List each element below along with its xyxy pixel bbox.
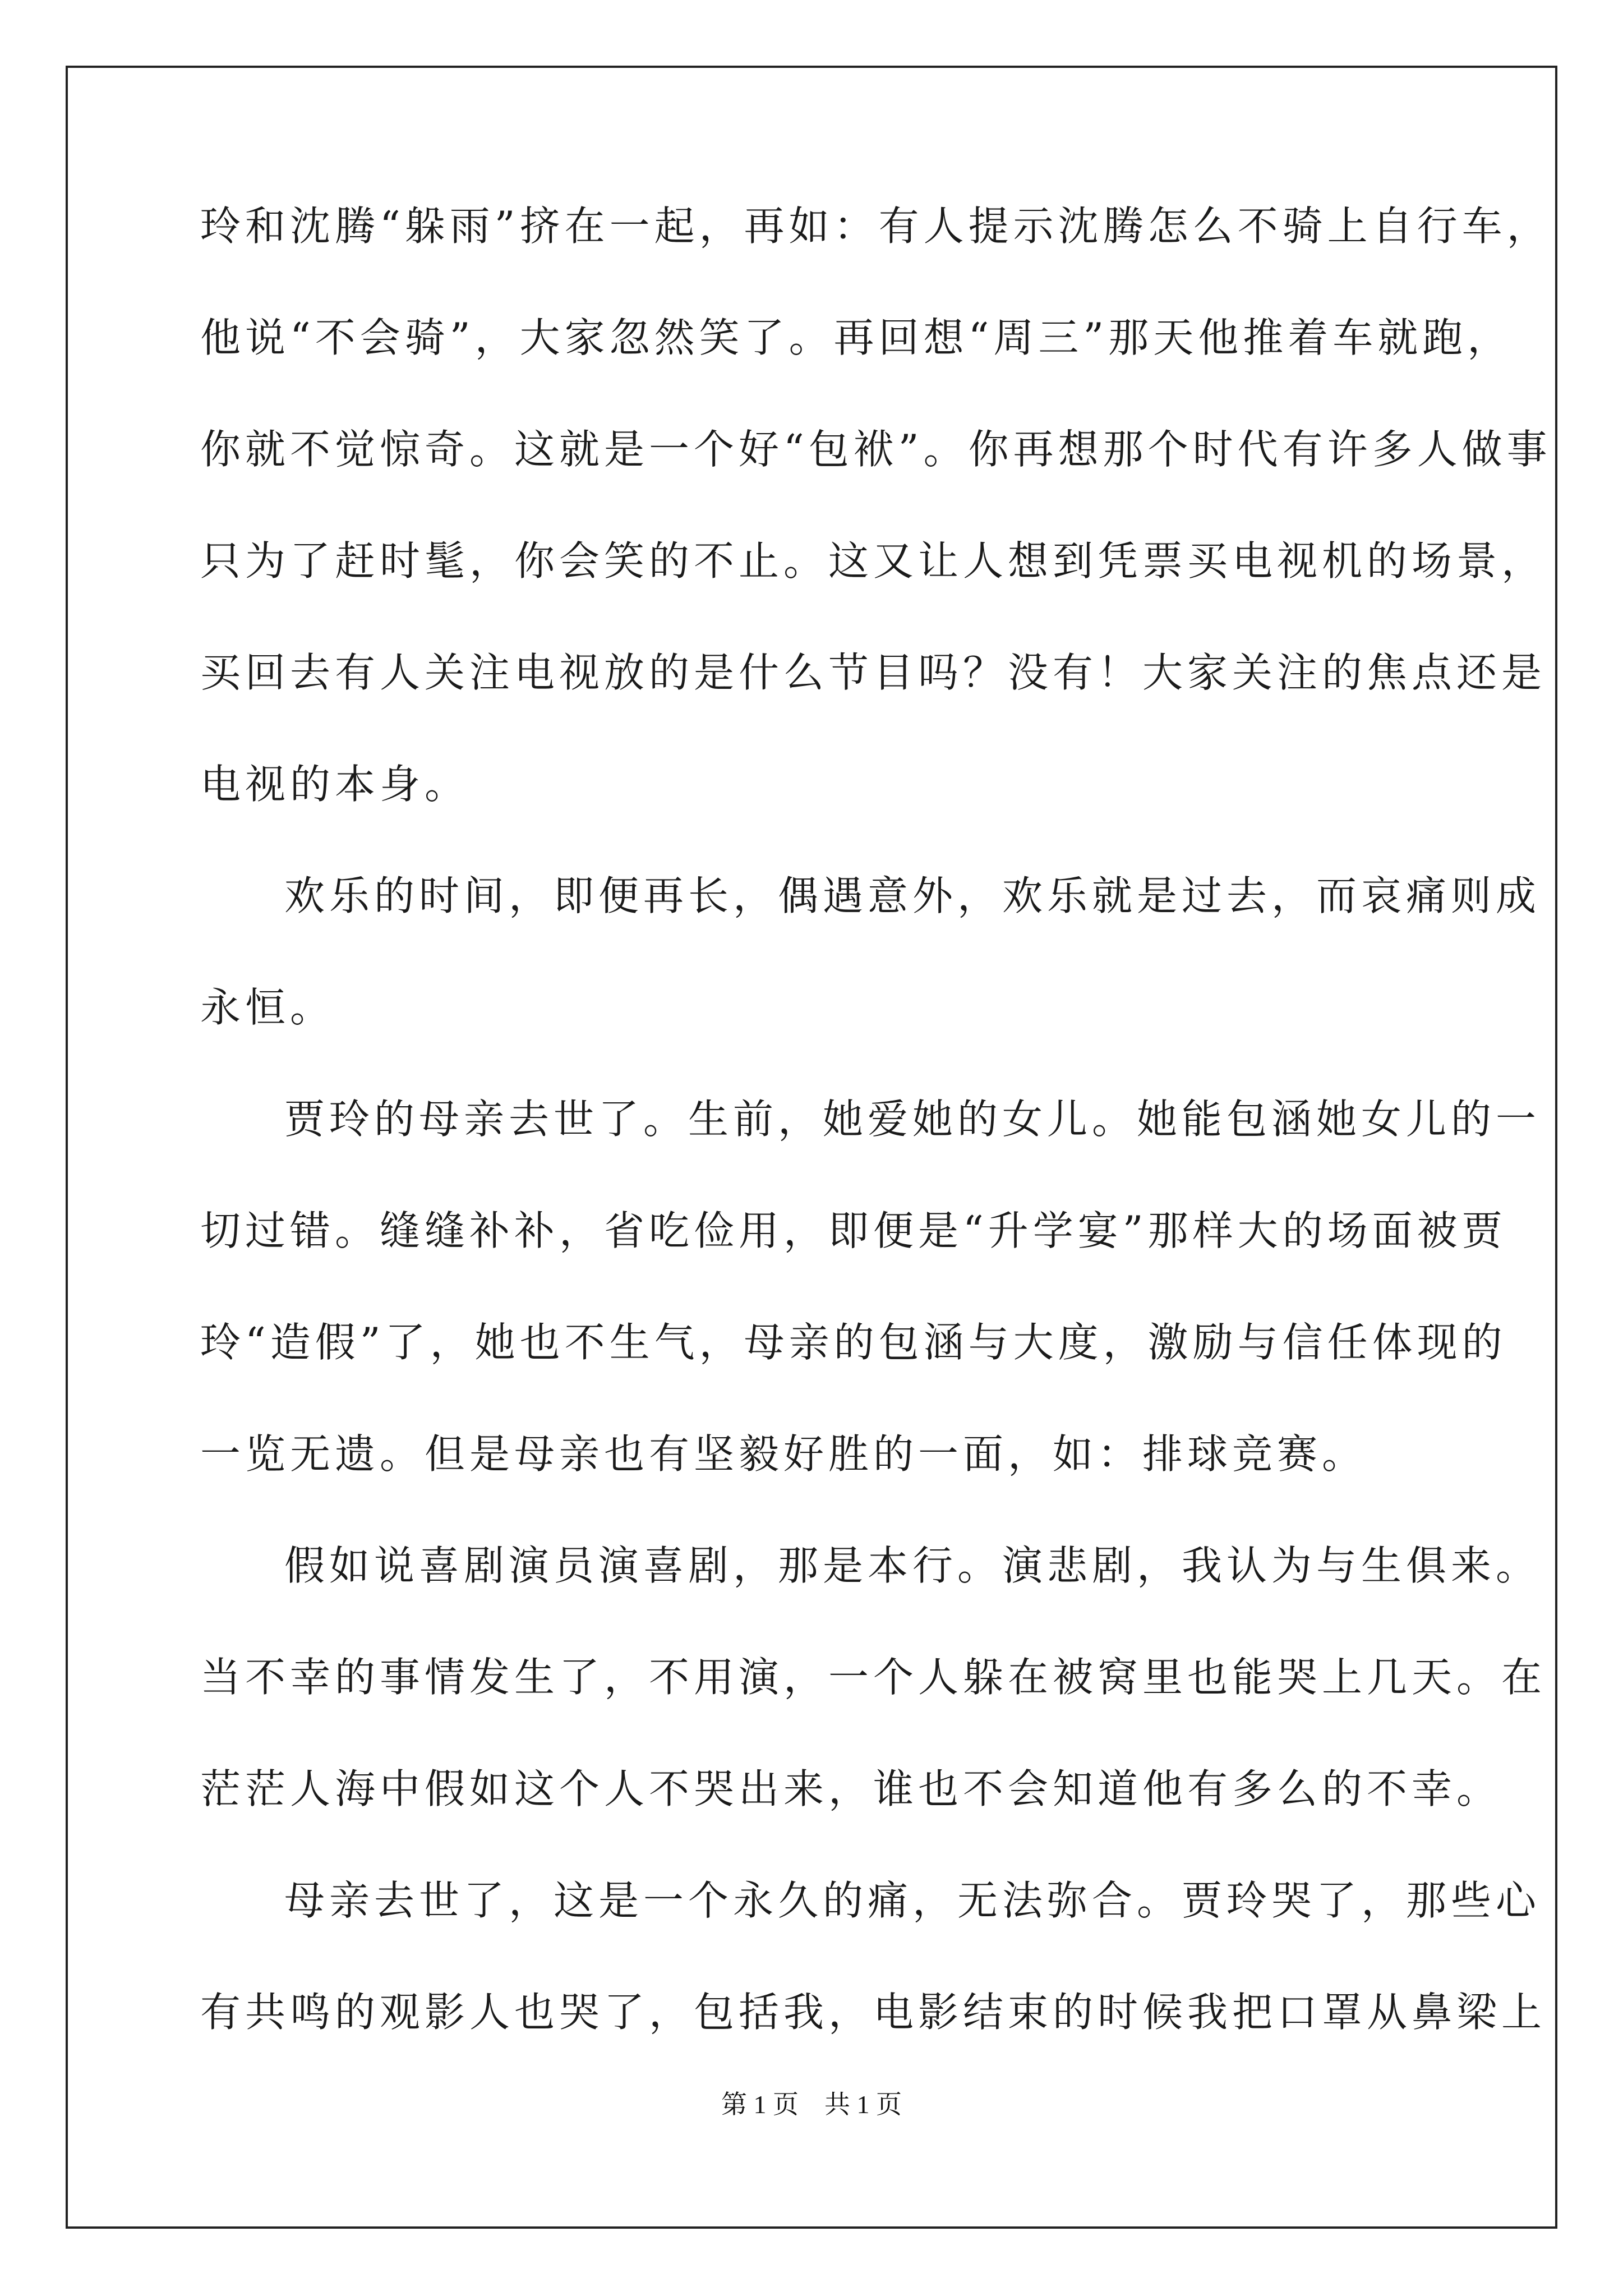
text-line: 买回去有人关注电视放的是什么节目吗？没有！大家关注的焦点还是	[200, 649, 1547, 696]
text-line: 一览无遗。但是母亲也有坚毅好胜的一面，如：排球竞赛。	[200, 1430, 1367, 1478]
text-line: 他说“不会骑”，大家忽然笑了。再回想“周三”那天他推着车就跑，	[200, 314, 1513, 361]
text-line: 切过错。缝缝补补，省吃俭用，即便是“升学宴”那样大的场面被贾	[200, 1207, 1507, 1254]
page-total: 共 1 页	[824, 2090, 902, 2119]
text-line: 玲和沈腾“躲雨”挤在一起，再如：有人提示沈腾怎么不骑上自行车，	[200, 203, 1552, 250]
page-number: 第 1 页	[721, 2090, 799, 2119]
text-line: 贾玲的母亲去世了。生前，她爱她的女儿。她能包涵她女儿的一	[284, 1096, 1541, 1143]
text-line: 电视的本身。	[200, 761, 470, 808]
text-line: 玲“造假”了，她也不生气，母亲的包涵与大度，激励与信任体现的	[200, 1319, 1507, 1366]
text-line: 假如说喜剧演员演喜剧，那是本行。演悲剧，我认为与生俱来。	[284, 1542, 1541, 1589]
page-footer	[0, 2088, 1623, 2122]
text-line: 有共鸣的观影人也哭了，包括我，电影结束的时候我把口罩从鼻梁上	[200, 1989, 1547, 2036]
text-line: 母亲去世了，这是一个永久的痛，无法弥合。贾玲哭了，那些心	[284, 1877, 1541, 1924]
text-line: 永恒。	[200, 984, 335, 1031]
text-line: 只为了赶时髦，你会笑的不止。这又让人想到凭票买电视机的场景，	[200, 537, 1547, 585]
text-line: 茫茫人海中假如这个人不哭出来，谁也不会知道他有多么的不幸。	[200, 1765, 1502, 1812]
text-line: 你就不觉惊奇。这就是一个好“包袱”。你再想那个时代有许多人做事	[200, 426, 1552, 473]
document-body	[200, 201, 1552, 2099]
text-line: 欢乐的时间，即便再长，偶遇意外，欢乐就是过去，而哀痛则成	[284, 872, 1541, 919]
text-line: 当不幸的事情发生了，不用演，一个人躲在被窝里也能哭上几天。在	[200, 1654, 1547, 1701]
